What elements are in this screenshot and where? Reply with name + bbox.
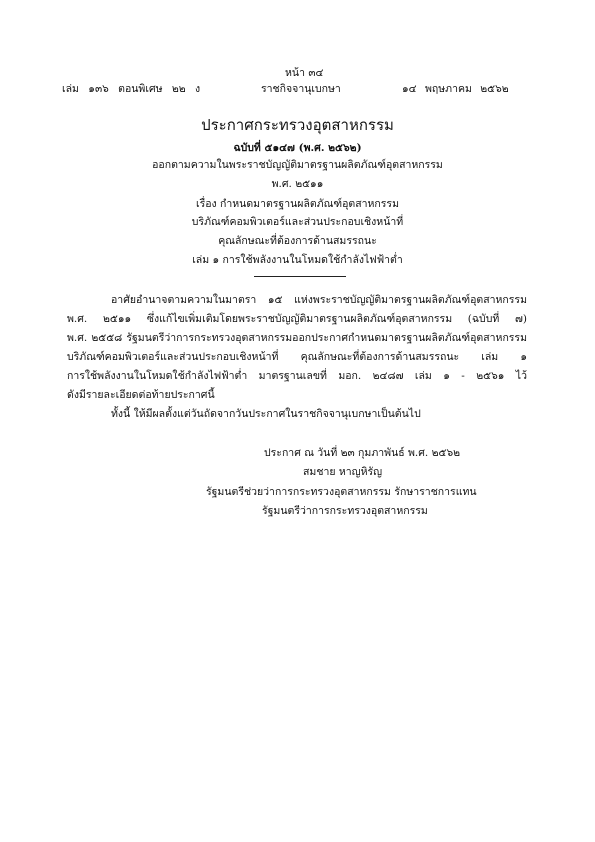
body-line-3: พ.ศ. ๒๕๕๘ รัฐมนตรีว่าการกระทรวงอุตสาหกรรมออกประกาศกำหนดมาตรฐานผลิตภัณฑ์อุตสาหกรรม: [67, 332, 527, 344]
gazette-name: ราชกิจจานุเบกษา: [261, 83, 341, 95]
subject-line-3: คุณลักษณะที่ต้องการด้านสมรรถนะ: [218, 235, 377, 247]
effective-clause: ทั้งนี้ ให้มีผลตั้งแต่วันถัดจากวันประกาศในราชกิจจานุเบกษาเป็นต้นไป: [111, 408, 421, 420]
announcement-number: ฉบับที่ ๕๑๔๗ (พ.ศ. ๒๕๖๒): [233, 142, 362, 154]
body-line-2: พ.ศ. ๒๕๑๑ ซึ่งแก้ไขเพิ่มเติมโดยพระราชบัญญัติมาตรฐานผลิตภัณฑ์อุตสาหกรรม (ฉบับที่ ๗): [67, 313, 527, 325]
body-line-6: ดังมีรายละเอียดต่อท้ายประกาศนี้: [67, 389, 215, 401]
body-line-1: อาศัยอำนาจตามความในมาตรา ๑๕ แห่งพระราชบัญญัติมาตรฐานผลิตภัณฑ์อุตสาหกรรม: [111, 294, 527, 306]
body-line-5: การใช้พลังงานในโหมดใช้กำลังไฟฟ้าต่ำ มาตรฐานเลขที่ มอก. ๒๔๘๗ เล่ม ๑ - ๒๕๖๑ ไว้: [67, 370, 527, 382]
signatory-name: สมชาย หาญหิรัญ: [303, 466, 383, 478]
issued-under: ออกตามความในพระราชบัญญัติมาตรฐานผลิตภัณฑ์อุตสาหกรรม: [152, 159, 443, 171]
title-divider: [254, 276, 346, 277]
body-line-4: บริภัณฑ์คอมพิวเตอร์และส่วนประกอบเชิงหน้าที่ คุณลักษณะที่ต้องการด้านสมรรถนะ เล่ม ๑: [67, 351, 527, 363]
gazette-date: ๑๔ พฤษภาคม ๒๕๖๒: [402, 83, 509, 95]
volume-info: เล่ม ๑๓๖ ตอนพิเศษ ๒๒ ง: [62, 83, 201, 95]
signatory-position-1: รัฐมนตรีช่วยว่าการกระทรวงอุตสาหกรรม รักษาราชการแทน: [206, 486, 477, 498]
subject-line-4: เล่ม ๑ การใช้พลังงานในโหมดใช้กำลังไฟฟ้าต่ำ: [192, 254, 403, 266]
signatory-position-2: รัฐมนตรีว่าการกระทรวงอุตสาหกรรม: [262, 505, 428, 517]
subject-line-2: บริภัณฑ์คอมพิวเตอร์และส่วนประกอบเชิงหน้าที่: [191, 216, 404, 228]
page-number: หน้า ๓๔: [285, 67, 324, 79]
announcement-date: ประกาศ ณ วันที่ ๒๓ กุมภาพันธ์ พ.ศ. ๒๕๖๒: [264, 447, 461, 459]
announcement-title: ประกาศกระทรวงอุตสาหกรรม: [201, 116, 394, 134]
subject-line-1: เรื่อง กำหนดมาตรฐานผลิตภัณฑ์อุตสาหกรรม: [195, 198, 399, 210]
issued-year: พ.ศ. ๒๕๑๑: [271, 178, 324, 190]
